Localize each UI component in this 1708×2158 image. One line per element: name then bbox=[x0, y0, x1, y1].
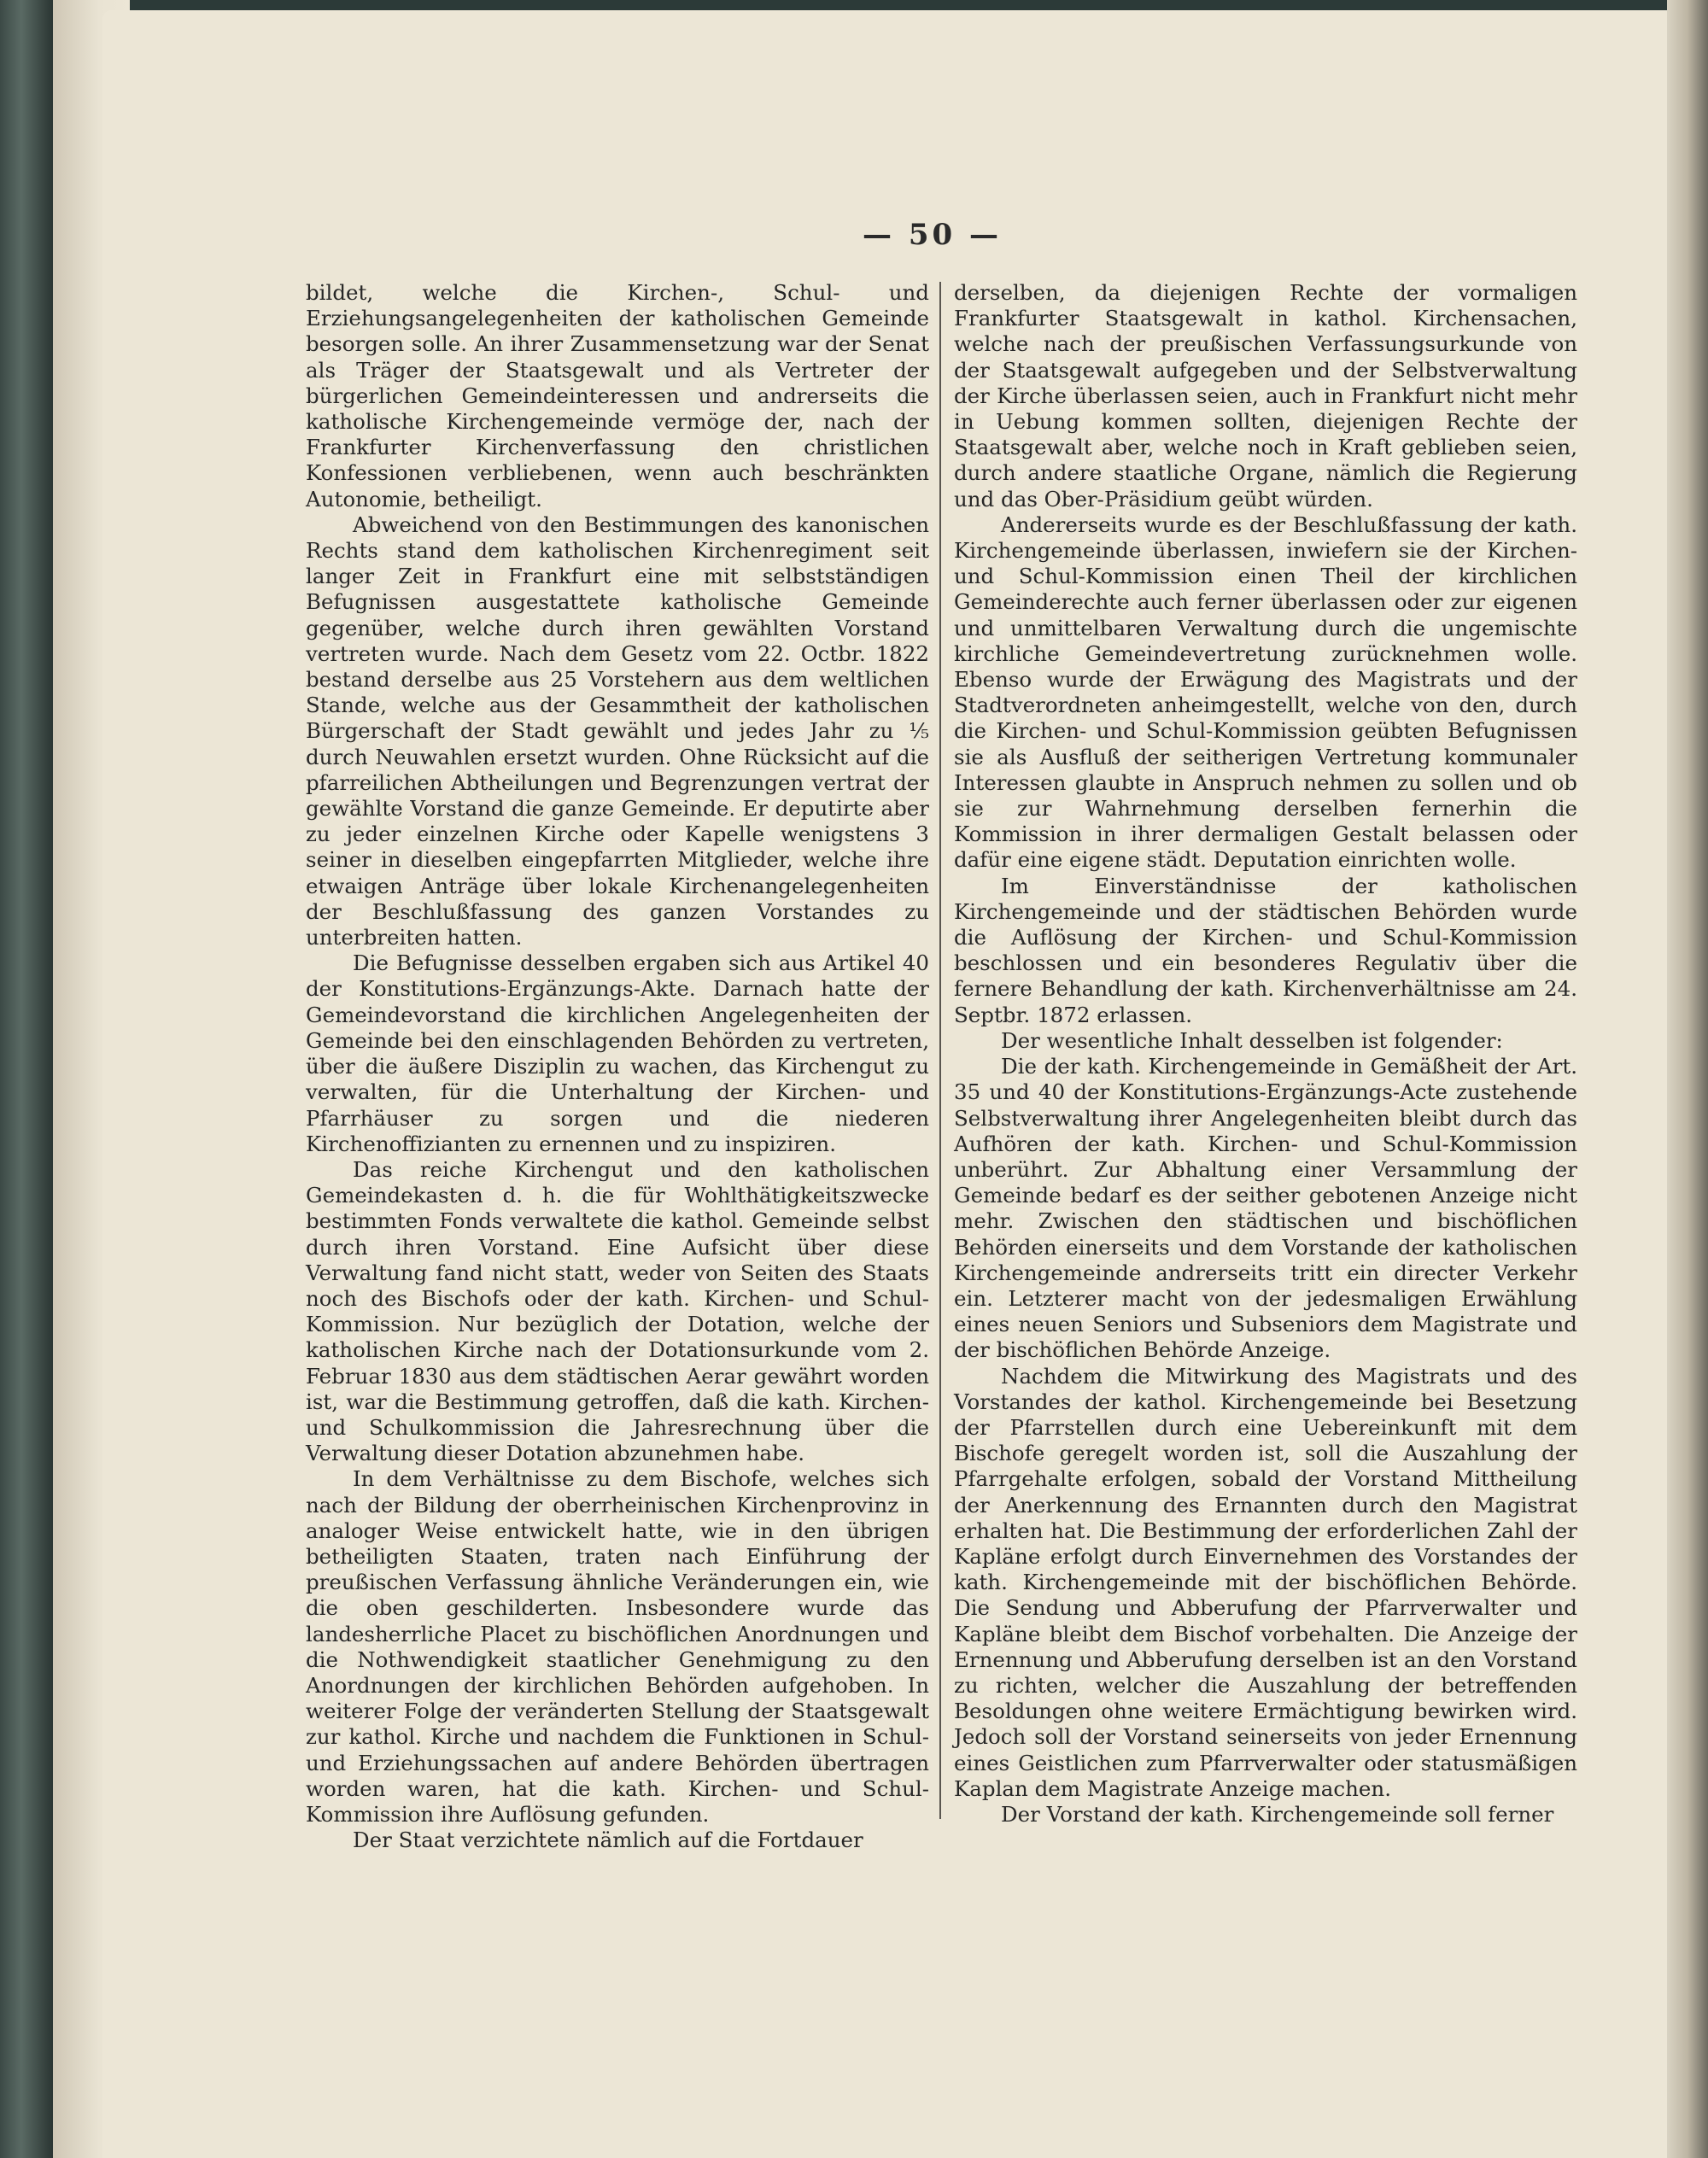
paragraph: bildet, welche die Kirchen-, Schul- und Erziehungsangelegenheiten der katholischen Gemeinde besorgen solle. An ihrer Zusammensetzung war der Senat als Träger der Staatsgewalt und als Vertreter der bürgerlichen Gemeindeinteressen und andrerseits die katholische Kirchengemeinde vermöge der, nach der Frankfurter Kirchenverfassung den christlichen Konfessionen verbliebenen, wenn auch beschränkten Autonomie, betheiligt. bbox=[306, 280, 929, 512]
paragraph: Abweichend von den Bestimmungen des kanonischen Rechts stand dem katholischen Kirchenregiment seit langer Zeit in Frankfurt eine mit selbstständigen Befugnissen ausgestattete katholische Gemeinde gegenüber, welche durch ihren gewählten Vorstand vertreten wurde. Nach dem Gesetz vom 22. Octbr. 1822 bestand derselbe aus 25 Vorstehern aus dem weltlichen Stande, welche aus der Gesammtheit der katholischen Bürgerschaft der Stadt gewählt und jedes Jahr zu ⅕ durch Neuwahlen ersetzt wurden. Ohne Rücksicht auf die pfarreilichen Abtheilungen und Begrenzungen vertrat der gewählte Vorstand die ganze Gemeinde. Er deputirte aber zu jeder einzelnen Kirche oder Kapelle wenigstens 3 seiner in dieselben eingepfarrten Mitglieder, welche ihre etwaigen Anträge über lokale Kirchenangelegenheiten der Beschlußfassung des ganzen Vorstandes zu unterbreiten hatten. bbox=[306, 512, 929, 950]
paragraph: Die Befugnisse desselben ergaben sich aus Artikel 40 der Konstitutions-Ergänzungs-Akte. Darnach hatte der Gemeindevorstand die kirchlichen Angelegenheiten der Gemeinde bei den einschlagenden Behörden zu vertreten, über die äußere Disziplin zu wachen, das Kirchengut zu verwalten, für die Unterhaltung der Kirchen- und Pfarrhäuser zu sorgen und die niederen Kirchenoffizianten zu ernennen und zu inspiziren. bbox=[306, 950, 929, 1156]
paragraph: Nachdem die Mitwirkung des Magistrats und des Vorstandes der kathol. Kirchengemeinde bei Besetzung der Pfarrstellen durch eine Uebereinkunft mit dem Bischofe geregelt worden ist, soll die Auszahlung der Pfarrgehalte erfolgen, sobald der Vorstand Mittheilung der Anerkennung des Ernannten durch den Magistrat erhalten hat. Die Bestimmung der erforderlichen Zahl der Kapläne erfolgt durch Einvernehmen des Vorstandes der kath. Kirchengemeinde mit der bischöflichen Behörde. Die Sendung und Abberufung der Pfarrverwalter und Kapläne bleibt dem Bischof vorbehalten. Die Anzeige der Ernennung und Abberufung derselben ist an den Vorstand zu richten, welcher die Auszahlung der betreffenden Besoldungen ohne weitere Ermächtigung bewirken wird. Jedoch soll der Vorstand seinerseits von jeder Ernennung eines Geistlichen zum Pfarrverwalter oder statusmäßigen Kaplan dem Magistrate Anzeige machen. bbox=[954, 1363, 1577, 1801]
paragraph: In dem Verhältnisse zu dem Bischofe, welches sich nach der Bildung der oberrheinischen Kirchenprovinz in analoger Weise entwickelt hatte, wie in den übrigen betheiligten Staaten, traten nach Einführung der preußischen Verfassung ähnliche Veränderungen ein, wie die oben geschilderten. Insbesondere wurde das landesherrliche Placet zu bischöflichen Anordnungen und die Nothwendigkeit staatlicher Genehmigung zu den Anordnungen der kirchlichen Behörden aufgehoben. In weiterer Folge der veränderten Stellung der Staatsgewalt zur kathol. Kirche und nachdem die Funktionen in Schul- und Erziehungssachen auf andere Behörden übertragen worden waren, hat die kath. Kirchen- und Schul-Kommission ihre Auflösung gefunden. bbox=[306, 1466, 929, 1827]
paragraph: derselben, da diejenigen Rechte der vormaligen Frankfurter Staatsgewalt in kathol. Kirchensachen, welche nach der preußischen Verfassungsurkunde von der Staatsgewalt aufgegeben und der Selbstverwaltung der Kirche überlassen seien, auch in Frankfurt nicht mehr in Uebung kommen sollten, diejenigen Rechte der Staatsgewalt aber, welche noch in Kraft geblieben seien, durch andere staatliche Organe, nämlich die Regierung und das Ober-Präsidium geübt würden. bbox=[954, 280, 1577, 512]
paragraph: Andererseits wurde es der Beschlußfassung der kath. Kirchengemeinde überlassen, inwiefern sie der Kirchen- und Schul-Kommission einen Theil der kirchlichen Gemeinderechte auch ferner überlassen oder zur eigenen und unmittelbaren Verwaltung durch die ungemischte kirchliche Gemeindevertretung zurücknehmen wolle. Ebenso wurde der Erwägung des Magistrats und der Stadtverordneten anheimgestellt, welche von den, durch die Kirchen- und Schul-Kommission geübten Befugnissen sie als Ausfluß der seitherigen Vertretung kommunaler Interessen glaubte in Anspruch nehmen zu sollen und ob sie zur Wahrnehmung derselben fernerhin die Kommission in ihrer dermaligen Gestalt belassen oder dafür eine eigene städt. Deputation einrichten wolle. bbox=[954, 512, 1577, 873]
right-column bbox=[954, 280, 1577, 1828]
column-divider bbox=[939, 282, 941, 1819]
paragraph: Die der kath. Kirchengemeinde in Gemäßheit der Art. 35 und 40 der Konstitutions-Ergänzungs-Acte zustehende Selbstverwaltung ihrer Angelegenheiten bleibt durch das Aufhören der kath. Kirchen- und Schul-Kommission unberührt. Zur Abhaltung einer Versammlung der Gemeinde bedarf es der seither gebotenen Anzeige nicht mehr. Zwischen den städtischen und bischöflichen Behörden einerseits und dem Vorstande der katholischen Kirchengemeinde andrerseits tritt ein directer Verkehr ein. Letzterer macht von der jedesmaligen Erwählung eines neuen Seniors und Subseniors dem Magistrate und der bischöflichen Behörde Anzeige. bbox=[954, 1054, 1577, 1363]
book-binding bbox=[0, 0, 53, 2158]
paragraph: Im Einverständnisse der katholischen Kirchengemeinde und der städtischen Behörden wurde die Auflösung der Kirchen- und Schul-Kommission beschlossen und ein besonderes Regulativ über die fernere Behandlung der kath. Kirchenverhältnisse am 24. Septbr. 1872 erlassen. bbox=[954, 873, 1577, 1027]
paragraph: Der Staat verzichtete nämlich auf die Fortdauer bbox=[353, 1828, 863, 1853]
left-column bbox=[306, 280, 929, 1853]
paragraph: Das reiche Kirchengut und den katholischen Gemeindekasten d. h. die für Wohlthätigkeitszwecke bestimmten Fonds verwaltete die kathol. Gemeinde selbst durch ihren Vorstand. Eine Aufsicht über diese Verwaltung fand nicht statt, weder von Seiten des Staats noch des Bischofs oder der kath. Kirchen- und Schul-Kommission. Nur bezüglich der Dotation, welche der katholischen Kirche nach der Dotationsurkunde vom 2. Februar 1830 aus dem städtischen Aerar gewährt worden ist, war die Bestimmung getroffen, daß die kath. Kirchen- und Schulkommission die Jahresrechnung über die Verwaltung dieser Dotation abzunehmen habe. bbox=[306, 1156, 929, 1466]
paragraph: Der Vorstand der kath. Kirchengemeinde soll ferner bbox=[1001, 1801, 1554, 1827]
page-number: — 50 — bbox=[863, 218, 1002, 252]
page-right-edge bbox=[1667, 0, 1708, 2158]
paragraph: Der wesentliche Inhalt desselben ist folgender: bbox=[1001, 1027, 1503, 1053]
